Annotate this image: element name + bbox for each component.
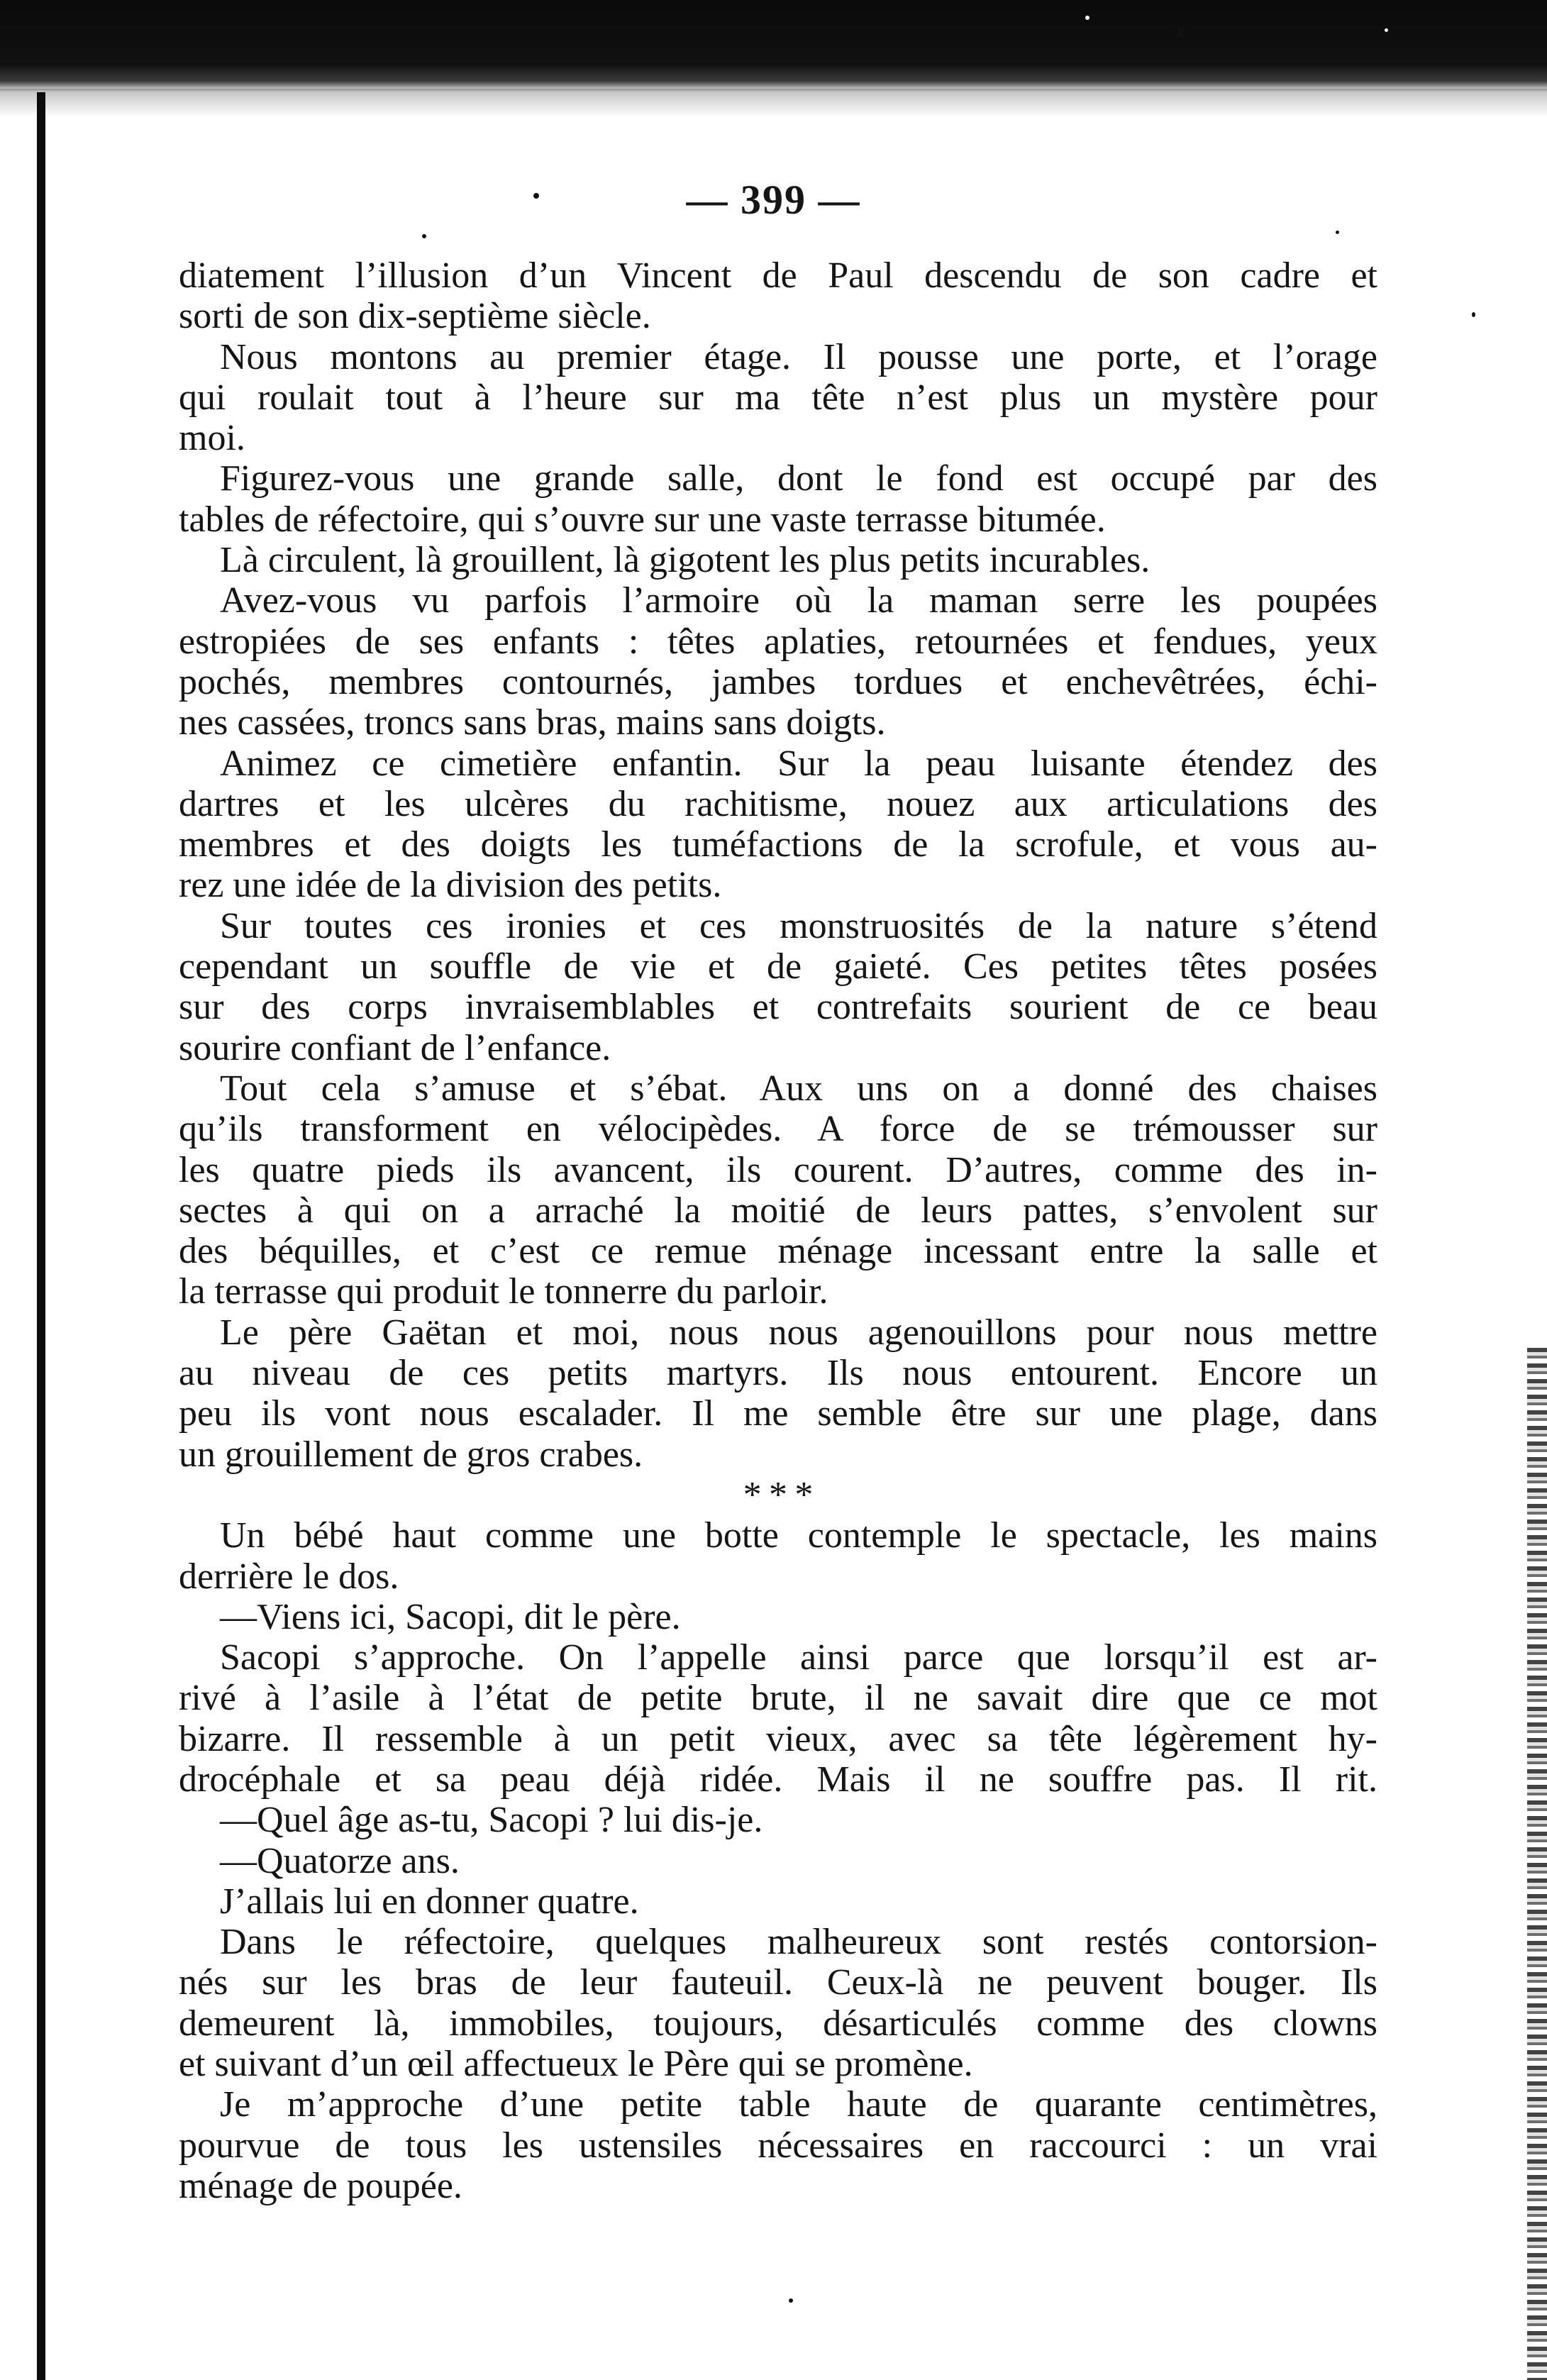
text-line: —Quatorze ans. <box>220 1840 460 1881</box>
ink-speck <box>422 234 426 238</box>
text-line: Animez ce cimetière enfantin. Sur la peau luisante étendez des <box>220 743 1377 784</box>
text-line: Dans le réfectoire, quelques malheureux sont restés contorsion- <box>220 1922 1377 1963</box>
scan-left-edge <box>37 92 45 2380</box>
text-line: sorti de son dix-septième siècle. <box>179 296 651 337</box>
text-line: Là circulent, là grouillent, là gigotent les plus petits incurables. <box>220 540 1150 581</box>
text-line: les quatre pieds ils avancent, ils courent. D’autres, comme des in- <box>179 1149 1377 1190</box>
text-line: Figurez-vous une grande salle, dont le fond est occupé par des <box>220 458 1377 499</box>
text-line: membres et des doigts les tuméfactions de la scrofule, et vous au- <box>179 824 1377 865</box>
text-line: —Viens ici, Sacopi, dit le père. <box>220 1596 681 1637</box>
text-line: et suivant d’un œil affectueux le Père qui se promène. <box>179 2044 973 2085</box>
text-line: qui roulait tout à l’heure sur ma tête n’est plus un mystère pour <box>179 377 1377 418</box>
section-separator: * * * <box>743 1474 814 1515</box>
ink-speck <box>1085 16 1089 20</box>
text-line: sur des corps invraisemblables et contrefaits sourient de ce beau <box>179 987 1377 1028</box>
text-line: nés sur les bras de leur fauteuil. Ceux-là ne peuvent bouger. Ils <box>179 1962 1377 2003</box>
text-line: sourire confiant de l’enfance. <box>179 1027 611 1068</box>
scan-top-border <box>0 0 1547 92</box>
text-line: ménage de poupée. <box>179 2165 462 2206</box>
text-line: Avez-vous vu parfois l’armoire où la maman serre les poupées <box>220 580 1377 621</box>
text-line: tables de réfectoire, qui s’ouvre sur une vaste terrasse bitumée. <box>179 499 1106 540</box>
text-line: Sacopi s’approche. On l’appelle ainsi parce que lorsqu’il est ar- <box>220 1637 1377 1678</box>
text-line: rez une idée de la division des petits. <box>179 865 722 906</box>
text-line: pourvue de tous les ustensiles nécessaires en raccourci : un vrai <box>179 2125 1377 2166</box>
ink-speck <box>1336 231 1339 234</box>
text-line: la terrasse qui produit le tonnerre du parloir. <box>179 1271 828 1312</box>
ink-speck <box>1385 28 1388 32</box>
text-line: nes cassées, troncs sans bras, mains sans doigts. <box>179 702 886 743</box>
ink-speck <box>789 2298 793 2303</box>
text-line: derrière le dos. <box>179 1556 399 1597</box>
text-line: un grouillement de gros crabes. <box>179 1434 643 1475</box>
text-line: J’allais lui en donner quatre. <box>220 1881 639 1922</box>
text-line: moi. <box>179 418 245 459</box>
page-body <box>179 255 1377 2206</box>
text-line: Sur toutes ces ironies et ces monstruosités de la nature s’étend <box>220 905 1377 946</box>
text-line: estropiées de ses enfants : têtes aplaties, retournées et fendues, yeux <box>179 621 1377 662</box>
text-line: Nous montons au premier étage. Il pousse une porte, et l’orage <box>220 336 1377 377</box>
text-line: rivé à l’asile à l’état de petite brute, il ne savait dire que ce mot <box>179 1678 1377 1719</box>
text-line: Tout cela s’amuse et s’ébat. Aux uns on a donné des chaises <box>220 1068 1377 1109</box>
text-line: Je m’approche d’une petite table haute de quarante centimètres, <box>220 2084 1377 2125</box>
text-line: diatement l’illusion d’un Vincent de Paul descendu de son cadre et <box>179 255 1377 296</box>
scan-shadow <box>0 89 1547 117</box>
text-line: sectes à qui on a arraché la moitié de leurs pattes, s’envolent sur <box>179 1190 1377 1231</box>
text-line: Le père Gaëtan et moi, nous nous agenouillons pour nous mettre <box>220 1312 1377 1353</box>
text-line: cependant un souffle de vie et de gaieté. Ces petites têtes posées <box>179 946 1377 987</box>
ink-speck <box>1472 312 1475 317</box>
page-number: — 399 — <box>686 177 861 223</box>
text-line: bizarre. Il ressemble à un petit vieux, avec sa tête légèrement hy- <box>179 1718 1377 1759</box>
text-line: pochés, membres contournés, jambes tordues et enchevêtrées, échi- <box>179 661 1377 702</box>
scan-right-edge <box>1527 1348 1547 2380</box>
text-line: Un bébé haut comme une botte contemple le spectacle, les mains <box>220 1515 1377 1556</box>
text-line: au niveau de ces petits martyrs. Ils nous entourent. Encore un <box>179 1353 1377 1394</box>
ink-speck <box>1177 27 1185 37</box>
text-line: peu ils vont nous escalader. Il me semble être sur une plage, dans <box>179 1393 1377 1434</box>
text-line: qu’ils transforment en vélocipèdes. A force de se trémousser sur <box>179 1109 1377 1150</box>
text-line: drocéphale et sa peau déjà ridée. Mais il ne souffre pas. Il rit. <box>179 1759 1377 1800</box>
text-line: des béquilles, et c’est ce remue ménage incessant entre la salle et <box>179 1231 1377 1272</box>
text-line: dartres et les ulcères du rachitisme, nouez aux articulations des <box>179 783 1377 824</box>
text-line: demeurent là, immobiles, toujours, désarticulés comme des clowns <box>179 2003 1377 2044</box>
text-line: —Quel âge as-tu, Sacopi ? lui dis-je. <box>220 1800 763 1841</box>
